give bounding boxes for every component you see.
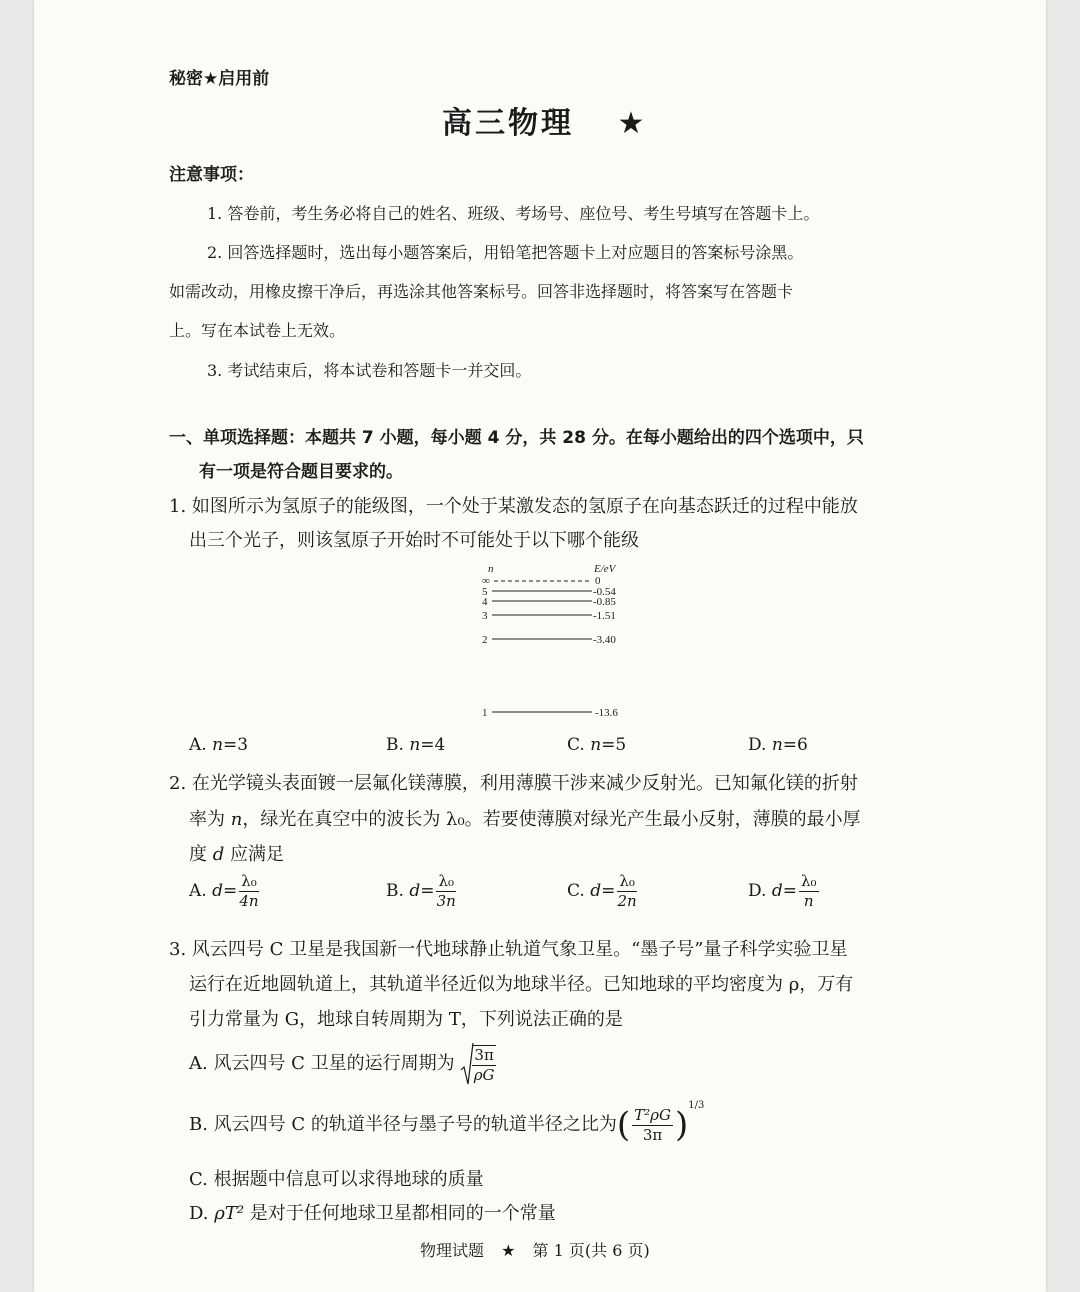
q2-stem-line-1: 2. 在光学镜头表面镀一层氟化镁薄膜，利用薄膜干涉来减少反射光。已知氟化镁的折射 [169, 773, 858, 794]
q2-option-b: B. d= $\frac{\text{λ₀}}{3n}$ [386, 872, 456, 910]
section-1-heading-cont: 有一项是符合题目要求的。 [199, 462, 403, 482]
q2-stem-line-2: 率为 n，绿光在真空中的波长为 λ₀。若要使薄膜对绿光产生最小反射，薄膜的最小厚 [189, 809, 861, 830]
level-e-4: -0.85 [593, 596, 616, 608]
q2-b-fraction: $\frac{\text{λ₀}}{3n}$ [436, 872, 456, 910]
level-e-inf: 0 [595, 575, 601, 587]
q3-option-d: D. ρT² 是对于任何地球卫星都相同的一个常量 [189, 1203, 556, 1224]
level-e-5: -0.54 [593, 586, 616, 598]
note-item-1: 1. 答卷前，考生务必将自己的姓名、班级、考场号、座位号、考生号填写在答题卡上。 [207, 204, 820, 223]
level-n-inf: ∞ [482, 575, 490, 587]
q3-option-c: C. 根据题中信息可以求得地球的质量 [189, 1169, 484, 1190]
q3-b-exponent: 1/3 [688, 1100, 705, 1111]
note-item-2-line-3: 上。写在本试卷上无效。 [169, 321, 346, 340]
q3-stem-line-1: 3. 风云四号 C 卫星是我国新一代地球静止轨道气象卫星。“墨子号”量子科学实验卫星 [169, 939, 848, 960]
q1-stem-line-1: 1. 如图所示为氢原子的能级图，一个处于某激发态的氢原子在向基态跃迁的过程中能放 [169, 496, 858, 517]
q1-stem-line-2: 出三个光子，则该氢原子开始时不可能处于以下哪个能级 [189, 530, 639, 551]
q3-stem-line-3: 引力常量为 G，地球自转周期为 T，下列说法正确的是 [189, 1009, 623, 1030]
q3-b-fraction: $\frac{\text{T²ρG}}{3\pi}$ [634, 1105, 671, 1144]
section-1-heading: 一、单项选择题：本题共 7 小题，每小题 4 分，共 28 分。在每小题给出的四个选项中，只 [169, 428, 864, 448]
level-n-3: 3 [482, 610, 488, 622]
q2-d-fraction: $\frac{\text{λ₀}}{n}$ [800, 872, 817, 910]
q1-option-a: A. n=3 [189, 735, 249, 755]
level-e-2: -3.40 [593, 634, 616, 646]
left-paren: ( [616, 1105, 631, 1145]
level-n-2: 2 [482, 634, 488, 646]
q1-option-d: D. n=6 [748, 735, 808, 755]
footer-star-icon: ★ [501, 1241, 516, 1260]
page-footer: 物理试题 ★ 第 1 页(共 6 页) [420, 1241, 650, 1260]
title-text: 高三物理 [442, 106, 574, 141]
diagram-n-label: n [488, 563, 494, 575]
q3-stem-line-2: 运行在近地圆轨道上，其轨道半径近似为地球半径。已知地球的平均密度为 ρ，万有 [189, 974, 854, 995]
q2-stem-line-3: 度 d 应满足 [189, 844, 284, 865]
q3-option-b: B. 风云四号 C 的轨道半径与墨子号的轨道半径之比为( $\frac{\text{T²ρG}}{3\pi}$ )$^{1/3}$ [189, 1100, 705, 1145]
right-paren: ) [674, 1105, 689, 1145]
level-n-5: 5 [482, 586, 488, 598]
q1-option-b: B. n=4 [386, 735, 446, 755]
q2-a-fraction: $\frac{\text{λ₀}}{4n}$ [239, 872, 259, 910]
q1-option-c: C. n=5 [567, 735, 627, 755]
level-n-4: 4 [482, 596, 488, 608]
exam-page [34, 0, 1046, 1292]
q3-a-fraction: $\frac{3\pi}{\rho G}$ [473, 1046, 495, 1084]
q2-c-fraction: $\frac{\text{λ₀}}{2n}$ [617, 872, 637, 910]
q2-option-c: C. d= $\frac{\text{λ₀}}{2n}$ [567, 872, 637, 910]
q2-option-a: A. d= $\frac{\text{λ₀}}{4n}$ [189, 872, 259, 910]
level-e-1: -13.6 [595, 707, 618, 719]
q2-option-d: D. d= $\frac{\text{λ₀}}{n}$ [748, 872, 817, 910]
note-item-2-line-2: 如需改动，用橡皮擦干净后，再选涂其他答案标号。回答非选择题时，将答案写在答题卡 [169, 282, 794, 301]
page-title [442, 98, 647, 142]
level-e-3: -1.51 [593, 610, 616, 622]
title-star-icon: ★ [617, 106, 648, 141]
energy-level-diagram [474, 560, 654, 725]
diagram-e-label: E/eV [594, 563, 616, 575]
note-item-3: 3. 考试结束后，将本试卷和答题卡一并交回。 [207, 361, 532, 380]
note-item-2-line-1: 2. 回答选择题时，选出每小题答案后，用铅笔把答题卡上对应题目的答案标号涂黑。 [207, 243, 804, 262]
q3-option-a: A. 风云四号 C 卫星的运行周期为 $\frac{3\pi}{\rho G}$ [189, 1042, 498, 1086]
sqrt-symbol [460, 1042, 497, 1086]
level-n-1: 1 [482, 707, 488, 719]
notes-heading: 注意事项： [169, 165, 254, 185]
confidential-label: 秘密★启用前 [169, 69, 270, 89]
